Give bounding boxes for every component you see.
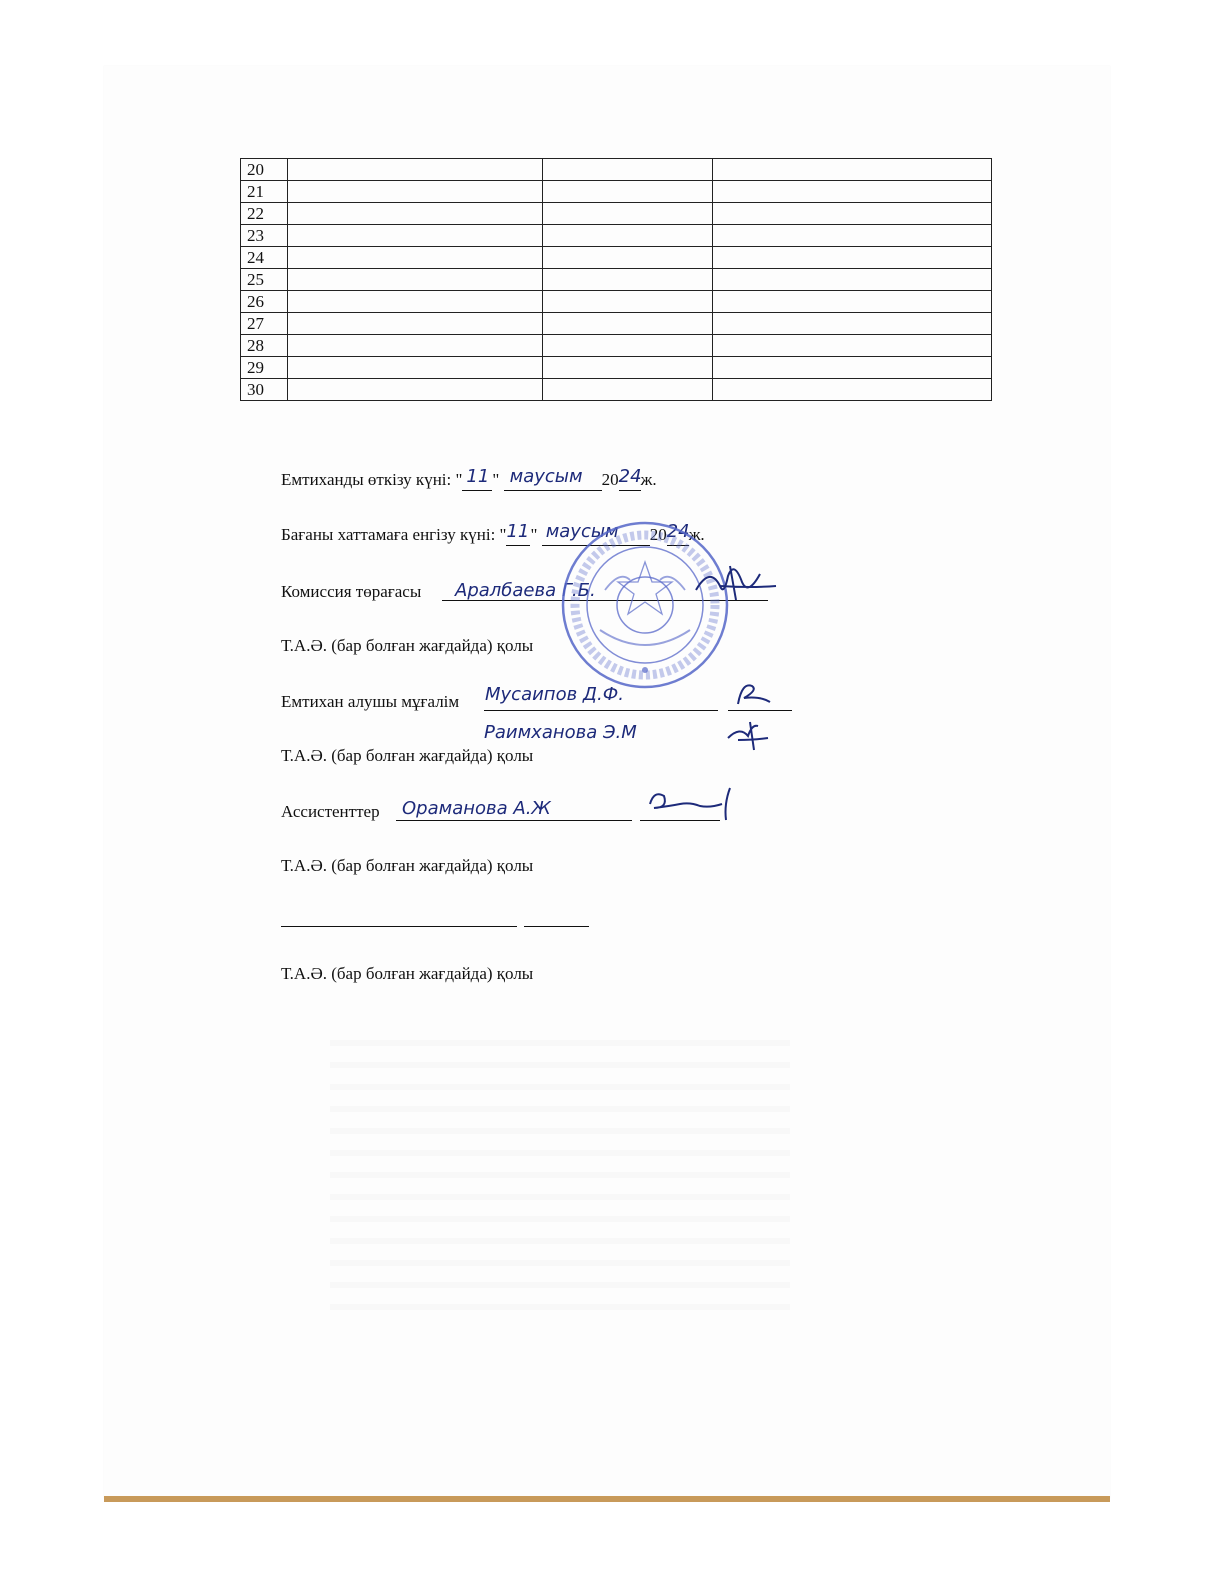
exam-date-line <box>281 466 657 491</box>
sign-caption-3: Т.А.Ә. (бар болған жағдайда) қолы <box>281 856 534 875</box>
row-sign-cell <box>713 203 992 225</box>
assistants-signature <box>640 784 750 824</box>
row-sign-cell <box>713 181 992 203</box>
chairman-name: Аралбаева Г.Б. <box>455 580 596 601</box>
row-grade-cell <box>543 225 713 247</box>
row-grade-cell <box>543 335 713 357</box>
exam-date-year-suffix: 24 <box>618 466 642 487</box>
row-sign-cell <box>713 335 992 357</box>
examiner-signature-2 <box>724 718 774 754</box>
assistants-underline <box>396 820 632 821</box>
grade-date-year-suffix: 24 <box>666 521 690 542</box>
row-name-cell <box>288 313 543 335</box>
examiner-underline <box>484 710 718 711</box>
row-grade-cell <box>543 269 713 291</box>
table-row <box>241 335 992 357</box>
exam-date-suffix: ж. <box>640 470 657 489</box>
examiner-line <box>281 692 459 712</box>
grade-date-suffix: ж. <box>688 525 705 544</box>
row-name-cell <box>288 357 543 379</box>
row-name-cell <box>288 225 543 247</box>
row-grade-cell <box>543 379 713 401</box>
row-number: 29 <box>241 357 288 379</box>
chairman-signature <box>690 556 780 606</box>
row-number: 25 <box>241 269 288 291</box>
student-table <box>240 158 992 401</box>
row-name-cell <box>288 291 543 313</box>
blank-sign-underline <box>524 926 589 927</box>
examiner-name: Мусаипов Д.Ф. <box>485 684 624 705</box>
row-number: 27 <box>241 313 288 335</box>
row-number: 22 <box>241 203 288 225</box>
chairman-line <box>281 582 421 602</box>
sheet-bottom-edge <box>104 1496 1110 1502</box>
row-sign-cell <box>713 379 992 401</box>
sign-caption-2: Т.А.Ә. (бар болған жағдайда) қолы <box>281 746 534 765</box>
assistants-name: Ораманова А.Ж <box>402 798 551 819</box>
row-sign-cell <box>713 291 992 313</box>
row-number: 24 <box>241 247 288 269</box>
assistants-line <box>281 802 380 822</box>
exam-date-day: 11 <box>466 466 490 487</box>
row-grade-cell <box>543 291 713 313</box>
row-grade-cell <box>543 313 713 335</box>
examiner-signature <box>730 676 780 712</box>
row-number: 20 <box>241 159 288 181</box>
exam-date-year-prefix: 20 <box>601 470 619 489</box>
row-sign-cell <box>713 225 992 247</box>
row-sign-cell <box>713 159 992 181</box>
blank-name-underline <box>281 926 517 927</box>
table-row <box>241 269 992 291</box>
examiner-name-2: Раимханова Э.М <box>484 722 637 743</box>
row-number: 28 <box>241 335 288 357</box>
sign-caption-1: Т.А.Ә. (бар болған жағдайда) қолы <box>281 636 534 655</box>
row-grade-cell <box>543 203 713 225</box>
exam-date-label: Емтиханды өткізу күні: " <box>281 470 463 489</box>
table-row <box>241 291 992 313</box>
exam-date-quote: " <box>492 470 500 489</box>
assistants-label: Ассистенттер <box>281 802 380 821</box>
examiner-label: Емтихан алушы мұғалім <box>281 692 460 711</box>
row-sign-cell <box>713 313 992 335</box>
sign-caption-4: Т.А.Ә. (бар болған жағдайда) қолы <box>281 964 534 983</box>
table-row <box>241 203 992 225</box>
row-number: 26 <box>241 291 288 313</box>
row-name-cell <box>288 159 543 181</box>
row-grade-cell <box>543 247 713 269</box>
row-name-cell <box>288 181 543 203</box>
table-row <box>241 225 992 247</box>
row-name-cell <box>288 335 543 357</box>
table-row <box>241 313 992 335</box>
row-number: 23 <box>241 225 288 247</box>
row-sign-cell <box>713 269 992 291</box>
row-name-cell <box>288 247 543 269</box>
table-row <box>241 379 992 401</box>
row-name-cell <box>288 379 543 401</box>
table-row <box>241 247 992 269</box>
exam-date-month: маусым <box>509 466 583 487</box>
table-row <box>241 357 992 379</box>
row-sign-cell <box>713 247 992 269</box>
chairman-label: Комиссия төрағасы <box>281 582 422 601</box>
row-number: 21 <box>241 181 288 203</box>
row-number: 30 <box>241 379 288 401</box>
grade-date-month: маусым <box>545 521 619 542</box>
row-sign-cell <box>713 357 992 379</box>
row-grade-cell <box>543 181 713 203</box>
bleed-through-text <box>330 1040 790 1310</box>
row-grade-cell <box>543 357 713 379</box>
row-name-cell <box>288 203 543 225</box>
row-grade-cell <box>543 159 713 181</box>
row-name-cell <box>288 269 543 291</box>
grade-date-year-prefix: 20 <box>649 525 667 544</box>
table-row <box>241 159 992 181</box>
grade-date-day: 11 <box>506 521 530 542</box>
grade-date-label: Бағаны хаттамаға енгізу күні: " <box>281 525 507 544</box>
table-row <box>241 181 992 203</box>
grade-date-quote: " <box>530 525 538 544</box>
